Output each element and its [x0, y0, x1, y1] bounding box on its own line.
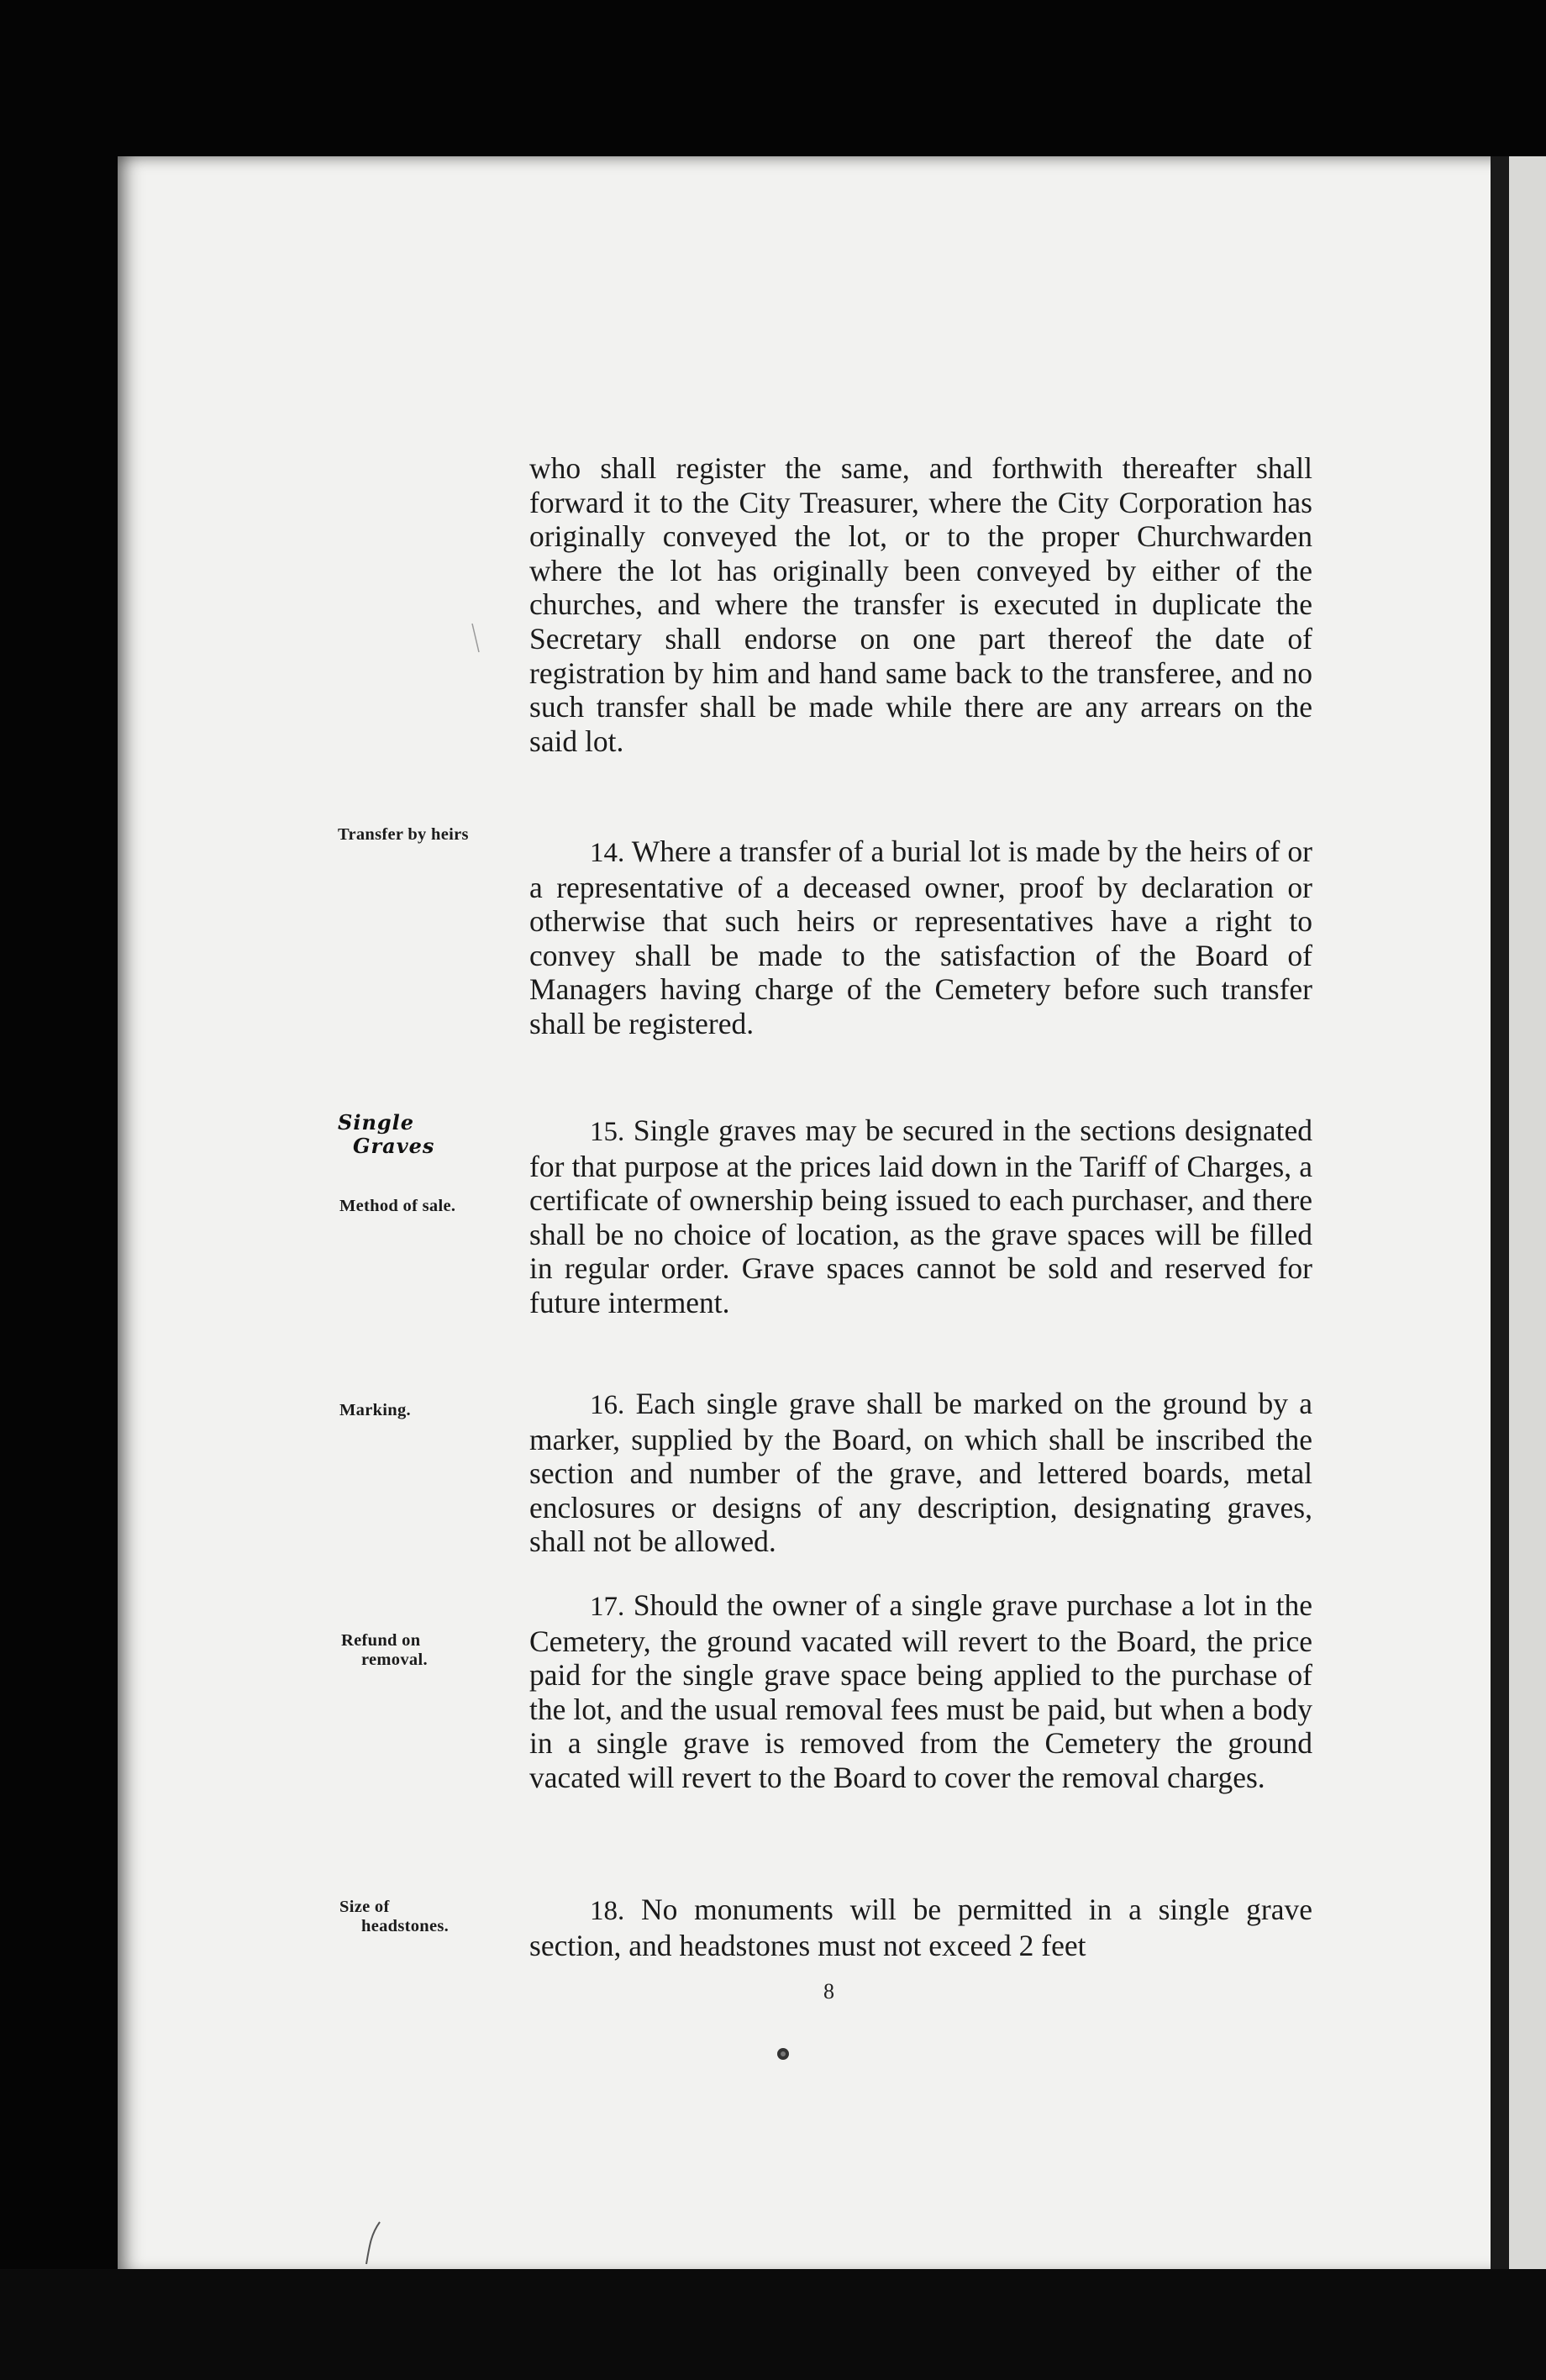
- section-18-text: No monuments will be permitted in a single grave section, and headstones must not exceed 2 feet: [529, 1893, 1313, 1962]
- page-gutter-shadow: [1491, 156, 1509, 2269]
- margin-note-refund-line2: removal.: [361, 1651, 428, 1669]
- section-16-number: 16.: [590, 1390, 625, 1420]
- section-14-number: 14.: [590, 838, 625, 868]
- section-15-text: Single graves may be secured in the sections designated for that purpose at the prices laid down in the Tariff of Charges, a certificate of ownership being issued to each purchaser, and there shall be no choice of location, as the grave spaces will be filled in regular order. Grave spaces cannot be sold and reserved for future interment.: [529, 1114, 1312, 1319]
- section-18-paragraph: [529, 1893, 1312, 1962]
- section-18: [529, 1893, 1312, 1962]
- section-15-paragraph: [529, 1114, 1312, 1320]
- margin-note-method-of-sale: Method of sale.: [339, 1197, 456, 1215]
- section-16-text: Each single grave shall be marked on the ground by a marker, supplied by the Board, on which shall be inscribed the section and number of the grave, and lettered boards, metal enclosures or designs of any description, designating graves, shall not be allowed.: [529, 1387, 1313, 1559]
- section-14-paragraph: [529, 835, 1312, 1041]
- margin-heading-single: Single: [338, 1110, 415, 1135]
- film-speck-mark: [471, 622, 481, 656]
- film-scratch-mark: [361, 2219, 386, 2269]
- intro-paragraph-text: who shall register the same, and forthwith thereafter shall forward it to the City Treasurer, where the City Corporation has originally conveyed the lot, or to the proper Churchwarden where the lot has originally been conveyed by either of the churches, and where the transfer is executed in duplicate the Secretary shall endorse on one part thereof the date of registration by him and hand same back to the transferee, and no such transfer shall be made while there are any arrears on the said lot.: [529, 451, 1312, 758]
- margin-note-size-line2: headstones.: [361, 1917, 450, 1935]
- section-16-paragraph: [529, 1387, 1312, 1559]
- section-17-text: Should the owner of a single grave purchase a lot in the Cemetery, the ground vacated will revert to the Board, the price paid for the single grave space being applied to the purchase of the lot, and the usual removal fees must be paid, but when a body in a single grave is removed from the Cemetery the ground vacated will revert to the Board to cover the removal charges.: [529, 1588, 1312, 1794]
- margin-heading-graves: Graves: [353, 1134, 435, 1158]
- section-14: [529, 835, 1312, 1041]
- section-14-text: Where a transfer of a burial lot is made by the heirs of or a representative of a deceased owner, proof by declaration or otherwise that such heirs or representatives have a right to convey shall be made to the satisfaction of the Board of Managers having charge of the Cemetery before such transfer shall be registered.: [529, 835, 1312, 1040]
- section-15-number: 15.: [590, 1117, 625, 1147]
- margin-note-marking: Marking.: [339, 1401, 411, 1419]
- margin-note-refund-line1: Refund on: [341, 1631, 421, 1650]
- printer-ornament-icon: [773, 2044, 793, 2064]
- film-border-bottom: [0, 2269, 1546, 2380]
- margin-note-size-line1: Size of: [339, 1898, 390, 1916]
- section-17: [529, 1588, 1312, 1795]
- section-16: [529, 1387, 1312, 1559]
- section-18-number: 18.: [590, 1896, 625, 1926]
- facing-page-edge: [1509, 156, 1546, 2269]
- margin-note-transfer-by-heirs: Transfer by heirs: [338, 825, 469, 844]
- section-17-paragraph: [529, 1588, 1312, 1795]
- page-number: 8: [823, 1979, 834, 2004]
- section-15: [529, 1114, 1312, 1320]
- intro-paragraph: [529, 451, 1312, 758]
- section-17-number: 17.: [590, 1592, 625, 1622]
